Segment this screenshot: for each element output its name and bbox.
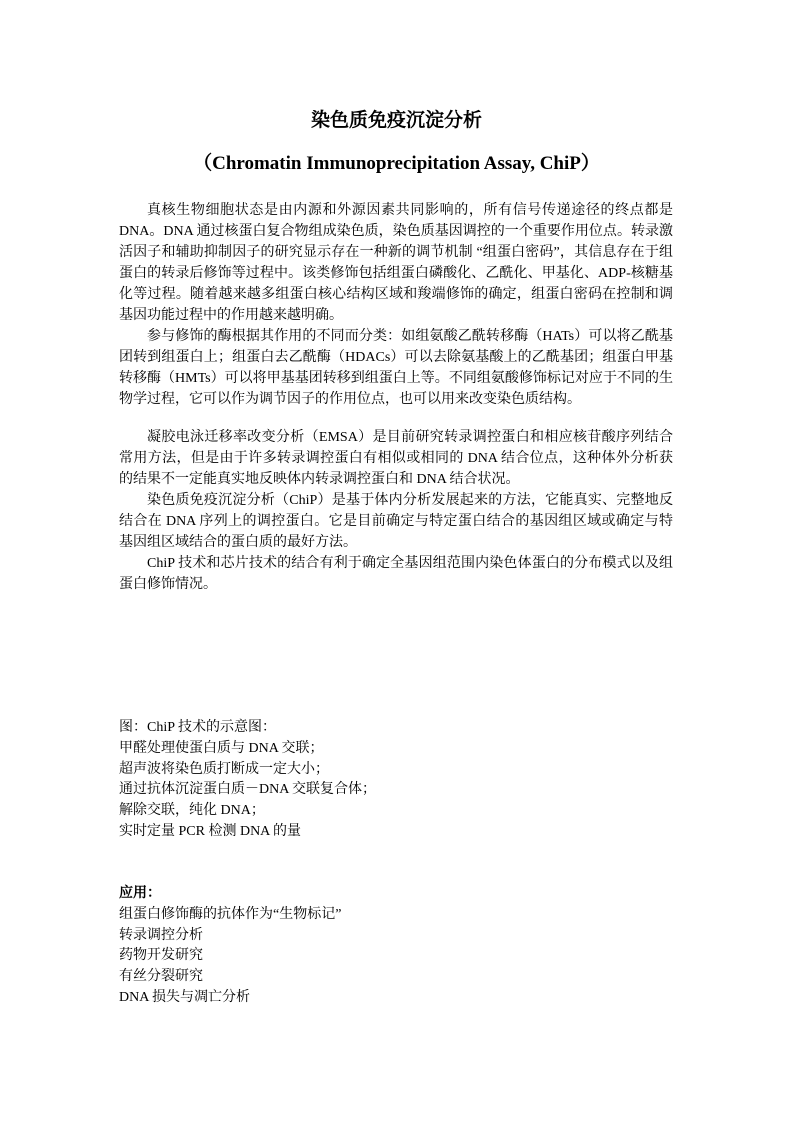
application-item: 转录调控分析 (119, 927, 203, 943)
paragraph-line: 基因组区域结合的蛋白质的最好方法。 (119, 535, 357, 550)
application-item: DNA 损失与凋亡分析 (119, 989, 251, 1005)
body-text (119, 200, 673, 595)
paragraph-line: 蛋白修饰情况。 (119, 577, 217, 592)
document-subtitle: （Chromatin Immunoprecipitation Assay, ChiP） (193, 153, 600, 174)
figure-step: 解除交联，纯化 DNA； (119, 803, 265, 819)
paragraph (119, 427, 673, 490)
paragraph-line: 真核生物细胞状态是由内源和外源因素共同影响的，所有信号传递途径的终点都是 (147, 203, 673, 218)
figure-step: 通过抗体沉淀蛋白质－DNA 交联复合体； (119, 782, 377, 798)
paragraph-line: 凝胶电泳迁移率改变分析（EMSA）是目前研究转录调控蛋白和相应核苷酸序列结合 (147, 430, 673, 445)
figure-caption-heading: 图：ChiP 技术的示意图： (119, 720, 276, 735)
paragraph-line: DNA。DNA 通过核蛋白复合物组成染色质，染色质基因调控的一个重要作用位点。转录激 (119, 224, 673, 239)
paragraph-line: 的结果不一定能真实地反映体内转录调控蛋白和 DNA 结合状况。 (119, 472, 520, 487)
paragraph (119, 553, 673, 595)
paragraph (119, 326, 673, 410)
figure-step: 甲醛处理使蛋白质与 DNA 交联； (119, 740, 324, 756)
paragraph-line: 常用方法，但是由于许多转录调控蛋白有相似或相同的 DNA 结合位点，这种体外分析获 (119, 451, 673, 466)
paragraph-line: 参与修饰的酶根据其作用的不同而分类：如组氨酸乙酰转移酶（HATs）可以将乙酰基 (147, 329, 673, 344)
paragraph-line: 基因功能过程中的作用越来越明确。 (119, 308, 343, 323)
paragraph-line: ChiP 技术和芯片技术的结合有利于确定全基因组范围内染色体蛋白的分布模式以及组 (147, 556, 673, 571)
paragraph-line: 团转到组蛋白上；组蛋白去乙酰酶（HDACs）可以去除氨基酸上的乙酰基团；组蛋白甲基 (119, 350, 673, 365)
paragraph (119, 200, 673, 326)
paragraph-gap (119, 410, 673, 427)
applications-section (119, 884, 673, 1009)
paragraph-line: 染色质免疫沉淀分析（ChiP）是基于体内分析发展起来的方法，它能真实、完整地反 (147, 493, 673, 508)
application-item: 药物开发研究 (119, 948, 203, 964)
paragraph-line: 转移酶（HMTs）可以将甲基基团转移到组蛋白上等。不同组氨酸修饰标记对应于不同的生 (119, 371, 673, 386)
paragraph-line: 蛋白的转录后修饰等过程中。该类修饰包括组蛋白磷酸化、乙酰化、甲基化、ADP-核糖基 (119, 266, 673, 281)
applications-heading: 应用： (119, 886, 161, 901)
paragraph-line: 活因子和辅助抑制因子的研究显示存在一种新的调节机制 “组蛋白密码”，其信息存在于组 (119, 245, 673, 260)
paragraph-line: 结合在 DNA 序列上的调控蛋白。它是目前确定与特定蛋白结合的基因组区域或确定与特 (119, 514, 673, 529)
application-item: 有丝分裂研究 (119, 969, 203, 985)
figure-step: 超声波将染色质打断成一定大小； (119, 761, 329, 777)
paragraph-line: 化等过程。随着越来越多组蛋白核心结构区域和羧端修饰的确定，组蛋白密码在控制和调 (119, 287, 673, 302)
document-title: 染色质免疫沉淀分析 (310, 110, 482, 131)
figure-caption (119, 718, 673, 843)
figure-step: 实时定量 PCR 检测 DNA 的量 (119, 823, 302, 839)
paragraph (119, 490, 673, 553)
application-item: 组蛋白修饰酶的抗体作为“生物标记” (119, 906, 342, 922)
paragraph-line: 物学过程，它可以作为调节因子的作用位点，也可以用来改变染色质结构。 (119, 392, 581, 407)
